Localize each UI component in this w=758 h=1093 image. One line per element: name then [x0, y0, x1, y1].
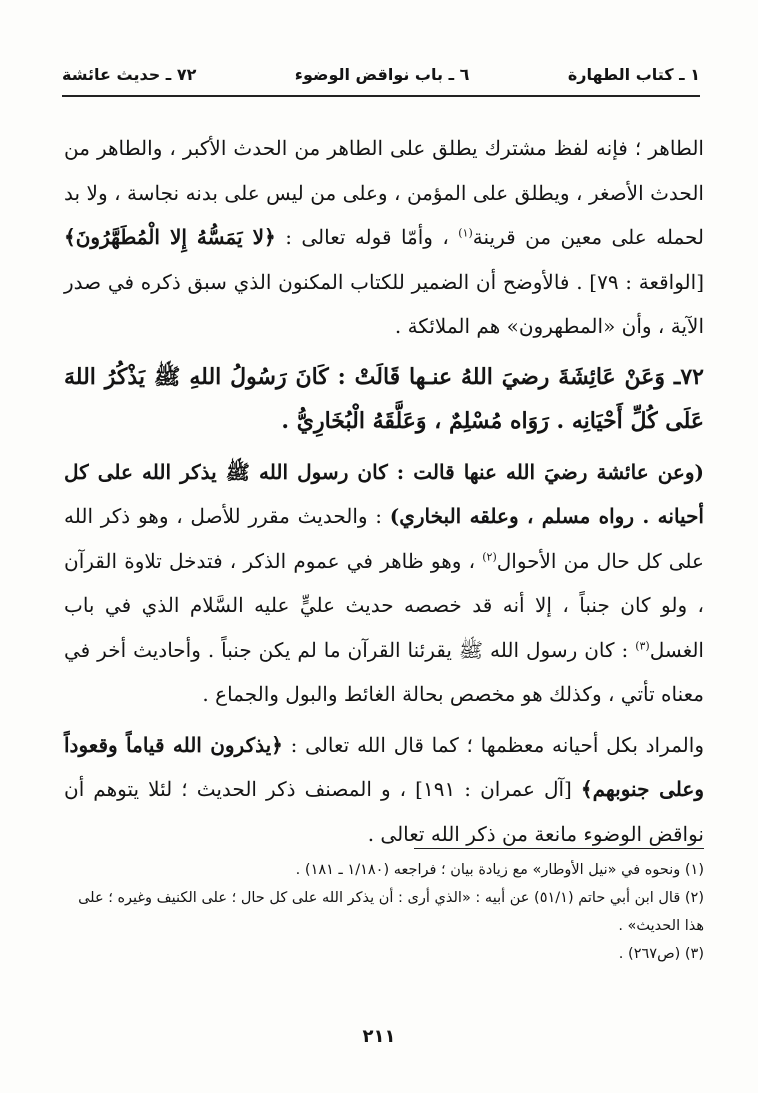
quran-verse: ﴿لا يَمَسُّهُ إِلا الْمُطَهَّرُونَ﴾	[64, 225, 276, 249]
quran-verse-2: ﴿يذكرون الله قياماً وقعوداً وعلى جنوبهم﴾	[64, 732, 705, 801]
footnote-3: (٣) (ص٢٦٧) .	[618, 946, 704, 962]
footnotes	[64, 856, 704, 968]
paragraph-commentary: (وعن عائشة رضيَ الله عنها قالت : كان رسول الله ﷺ يذكر الله على كل أحيانه . رواه مسلم ، وعلقه البخاري) : والحديث مقرر للأصل ، وهو ذكر الله على كل حال من الأحوال$^{(٢)}$ ، وهو ظاهر في عموم الذكر ، فتدخل تلاوة القرآن ، ولو كان جنباً ، إلا أنه قد خصصه حديث عليٍّ عليه السَّلام الذي في باب الغسل$^{(٣)}$ : كان رسول الله ﷺ يقرئنا القرآن ما لم يكن جنباً . وأحاديث أخر في معناه تأتي ، وكذلك هو مخصص بحالة الغائط والبول والجماع .	[64, 459, 704, 706]
hadith-text: ٧٢ـ وَعَنْ عَائِشَةَ رضيَ اللهُ عنـها قَالَتْ : كَانَ رَسُولُ اللهِ ﷺ يَذْكُرُ اللهَ عَلَى كُلِّ أَحْيَانِه . رَوَاه مُسْلِمٌ ، وَعَلَّقَهُ الْبُخَارِيُّ .	[64, 363, 704, 434]
footnote-ref-1: (١)	[458, 226, 473, 240]
running-header	[62, 56, 700, 92]
footnote-2: (٢) قال ابن أبي حاتم (٥١/١) عن أبيه : «الذي أرى : أن يذكر الله على كل حال ؛ على الكنيف وغيره ؛ على هذا الحديث» .	[78, 890, 704, 934]
main-text	[64, 126, 704, 856]
hadith-quote: (وعن عائشة رضيَ الله عنها قالت : كان رسول الله ﷺ يذكر الله على كل أحيانه . رواه مسلم ، وعلقه البخاري)	[64, 459, 704, 528]
footnote-divider	[414, 848, 704, 849]
header-book-title: ١ ـ كتاب الطهارة	[567, 64, 700, 84]
header-chapter-title: ٦ ـ باب نواقض الوضوء	[294, 64, 470, 84]
paragraph-conclusion: والمراد بكل أحيانه معظمها ؛ كما قال الله تعالى : ﴿يذكرون الله قياماً وقعوداً وعلى جنوبهم﴾ [آل عمران : ١٩١] ، و المصنف ذكر الحديث ؛ لئلا يتوهم أن نواقض الوضوء مانعة من ذكر الله تعالى .	[64, 732, 705, 846]
paragraph-1: الطاهر ؛ فإنه لفظ مشترك يطلق على الطاهر من الحدث الأكبر ، والطاهر من الحدث الأصغر ، ويطلق على المؤمن ، وعلى من ليس على بدنه نجاسة ، ولا بد لحمله على معين من قرينة$^{(١)}$ ، وأمّا قوله تعالى : ﴿لا يَمَسُّهُ إِلا الْمُطَهَّرُونَ﴾ [الواقعة : ٧٩] . فالأوضح أن الضمير للكتاب المكنون الذي سبق ذكره في صدر الآية ، وأن «المطهرون» هم الملائكة .	[64, 136, 705, 338]
header-divider	[62, 95, 700, 97]
page-number: ٢١١	[362, 1026, 396, 1047]
header-hadith-title: ٧٢ ـ حديث عائشة	[62, 64, 197, 84]
footnote-1: (١) ونحوه في «نيل الأوطار» مع زيادة بيان ؛ فراجعه (١/١٨٠ ـ ١٨١) .	[295, 862, 704, 878]
footnote-ref-3: (٣)	[635, 638, 650, 652]
footnote-ref-2: (٢)	[482, 549, 497, 563]
